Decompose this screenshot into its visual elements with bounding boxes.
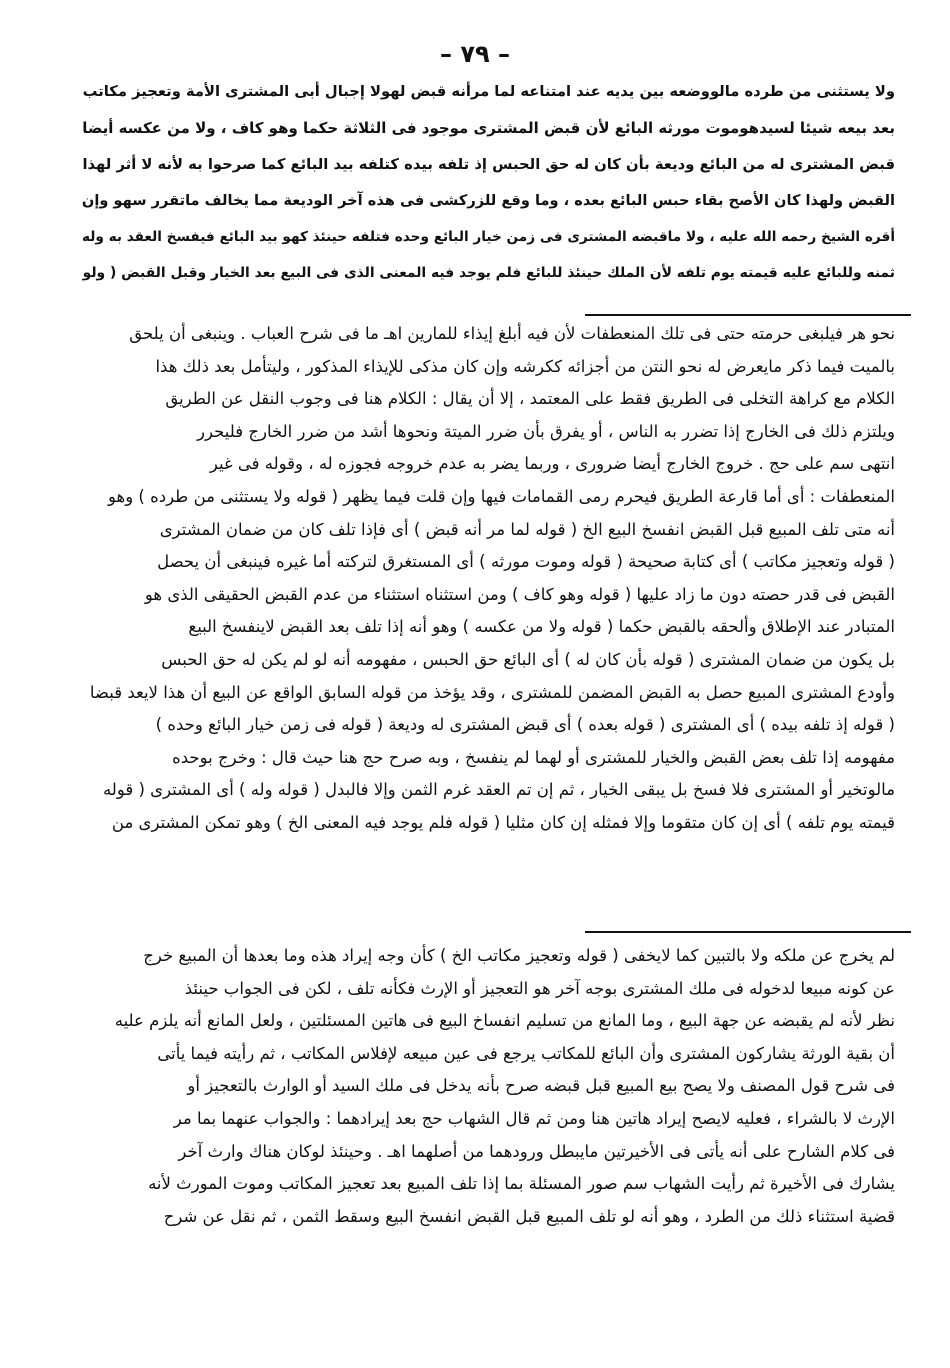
commentary-line: المنعطفات : أى أما قارعة الطريق فيحرم رمى القمامات فيها وإن قلت فيما يظهر ( قوله ولا يستثنى من طرده ) وهو — [107, 486, 895, 506]
commentary-line: نحو هر فيلبغى حرمته حتى فى تلك المنعطفات لأن فيه أبلغ إيذاء للمارين اهـ ما فى شرح العباب . وينبغى أن يلحق — [129, 324, 895, 343]
main-text-line: القبض ولهذا كان الأصح بقاء حبس البائع بعده ، وما وقع للزركشى فى هذه آخر الوديعة مما يخالف ماتقرر سهو وإن — [81, 191, 895, 209]
commentary-line: ( قوله إذ تلفه بيده ) أى المشترى ( قوله بعده ) أى قبض المشترى له وديعة ( قوله فى زمن خيار البائع وحده ) — [155, 715, 895, 735]
commentary-line: ( قوله وتعجيز مكاتب ) أى كتابة صحيحة ( قوله وموت مورثه ) أى المستغرق لتركته أما غيره فينبغى أن يحصل — [157, 552, 895, 572]
commentary-line: الكلام مع كراهة التخلى فى الطريق فقط على المعتمد ، إلا أن يقال : الكلام هنا فى وجوب النقل عن الطريق — [165, 389, 895, 409]
commentary-line: أنه متى تلف المبيع قبل القبض انفسخ البيع الخ ( قوله لما مر أنه قبض ) أى فإذا تلف كان من ضمان المشترى — [159, 519, 895, 539]
main-text-line: قبض المشترى له من البائع وديعة بأن كان له حق الحبس إذ تلفه بيده كتلفه بيد البائع كما صرحوا به لأنه لا أثر لهذا — [82, 155, 895, 173]
page-number: – ٧٩ – — [439, 40, 510, 68]
commentary-line: أن بقية الورثة يشاركون المشترى وأن البائع للمكاتب يرجع فى عين مبيعه لإفلاس المكاتب ، ثم رأيته فيما يأتى — [157, 1043, 895, 1063]
commentary-line: قيمته يوم تلفه ) أى إن كان متقوما وإلا فمثله إن كان مثليا ( قوله فلم يوجد فيه المعنى الخ ) وهو تمكن المشترى من — [111, 812, 895, 832]
section-divider — [585, 931, 911, 933]
main-text — [65, 74, 895, 292]
commentary-line: القبض فى قدر حصته دون ما زاد عليها ( قوله وهو كاف ) ومن استثناه استثناء من عدم القبض الحقيقى الذى هو — [144, 584, 895, 604]
commentary-line: مفهومه إذا تلف بعض القبض والخيار للمشترى أو لهما لم ينفسخ ، وبه صرح حج هنا حيث قال : وخرج بوحده — [172, 747, 895, 767]
commentary-2 — [65, 940, 895, 1233]
commentary-line: فى شرح قول المصنف ولا يصح بيع المبيع قبل قبضه صرح بأنه يدخل فى ملك السيد أو الوارث بالتعجيز أو — [187, 1076, 895, 1096]
commentary-line: لم يخرج عن ملكه ولا بالتبين كما لايخفى ( قوله وتعجيز مكاتب الخ ) كأن وجه إيراد هذه وما بعدها أن المبيع خرج — [143, 946, 895, 965]
commentary-line: بل يكون من ضمان المشترى ( قوله بأن كان له ) أى البائع حق الحبس ، مفهومه أنه لو لم يكن له حق الحبس — [161, 649, 895, 669]
commentary-line: الإرث لا بالشراء ، فعليه لايصح إيراد هاتين هنا ومن ثم قال الشهاب حج بعد إيرادهما : والجواب عنهما بما مر — [173, 1108, 895, 1128]
commentary-line: ويلتزم ذلك فى الخارج إذا تضرر به الناس ، أو يفرق بأن ضرر الميتة ونحوها أشد من ضرر الخارج فليحرر — [197, 421, 895, 441]
commentary-line: عن كونه مبيعا لدخوله فى ملك المشترى بوجه آخر هو التعجيز أو الإرث فكأنه تلف ، لكن فى الجواب حينئذ — [184, 978, 895, 998]
commentary-line: فى كلام الشارح على أنه يأتى فى الأخيرتين مايبطل ورودهما من أصلهما اهـ . وحينئذ لوكان هناك وارث آخر — [178, 1141, 895, 1161]
commentary-line: انتهى سم على حج . خروج الخارج أيضا ضرورى ، وربما يضر به عدم خروجه فجوزه له ، وقوله فى غير — [209, 454, 895, 474]
commentary-line: نظر لأنه لم يقبضه عن جهة البيع ، وما المانع من تسليم انفساخ البيع فى هاتين المسئلتين ، ولعل المانع أنه يلزم عليه — [114, 1011, 895, 1031]
commentary-line: وأودع المشترى المبيع حصل به القبض المضمن للمشترى ، وقد يؤخذ من قوله السابق الواقع عن البيع أن هذا لايعد قبضا — [89, 682, 895, 702]
commentary-1 — [65, 318, 895, 872]
commentary-line: بالميت فيما ذكر مايعرض له نحو النتن من أجزائه ككرشه وإن كان مذكى للإيذاء المذكور ، وليتأمل بعد ذلك هذا — [155, 356, 895, 376]
commentary-line: المتبادر عند الإطلاق وألحقه بالقبض حكما ( قوله ولا من عكسه ) وهو أنه إذا تلف بعد القبض لاينفسخ البيع — [188, 617, 895, 637]
main-text-line: أقره الشيخ رحمه الله عليه ، ولا ماقبضه المشترى فى زمن خيار البائع وحده فتلفه حينئذ كهو بيد البائع فيفسخ العقد به وله — [81, 229, 895, 246]
main-text-line: ولا يستثنى من طرده مالووضعه بين يديه عند امتناعه لما مرأنه قبض لهولا إجبال أبى المشترى الأمة وتعجيز مكاتب — [82, 83, 895, 100]
commentary-line: مالوتخير أو المشترى فلا فسخ بل يبقى الخيار ، ثم إن تم العقد غرم الثمن وإلا فالبدل ( قوله وله ) أى المشترى ( قوله — [102, 780, 895, 800]
section-divider — [585, 314, 911, 316]
commentary-line: يشارك فى الأخيرة ثم رأيت الشهاب سم صور المسئلة بما إذا تلف المبيع بعد تعجيز المكاتب وموت المورث لأنه — [148, 1174, 895, 1194]
commentary-line — [65, 840, 895, 873]
main-text-line: بعد بيعه شيئا لسيدهوموت مورثه البائع لأن قبض المشترى موجود فى الثلاثة حكما وهو كاف ، ولا من عكسه أيضا — [82, 119, 895, 138]
main-text-line: ثمنه وللبائع عليه قيمته يوم تلفه لأن الملك حينئذ للبائع فلم يوجد فيه المعنى الذى فى البيع بعد الخيار وقبل القبض ( ولو — [82, 265, 895, 282]
commentary-line: قضية استثناء ذلك من الطرد ، وهو أنه لو تلف المبيع قبل القبض انفسخ البيع وسقط الثمن ، ثم نقل عن شرح — [163, 1206, 895, 1226]
